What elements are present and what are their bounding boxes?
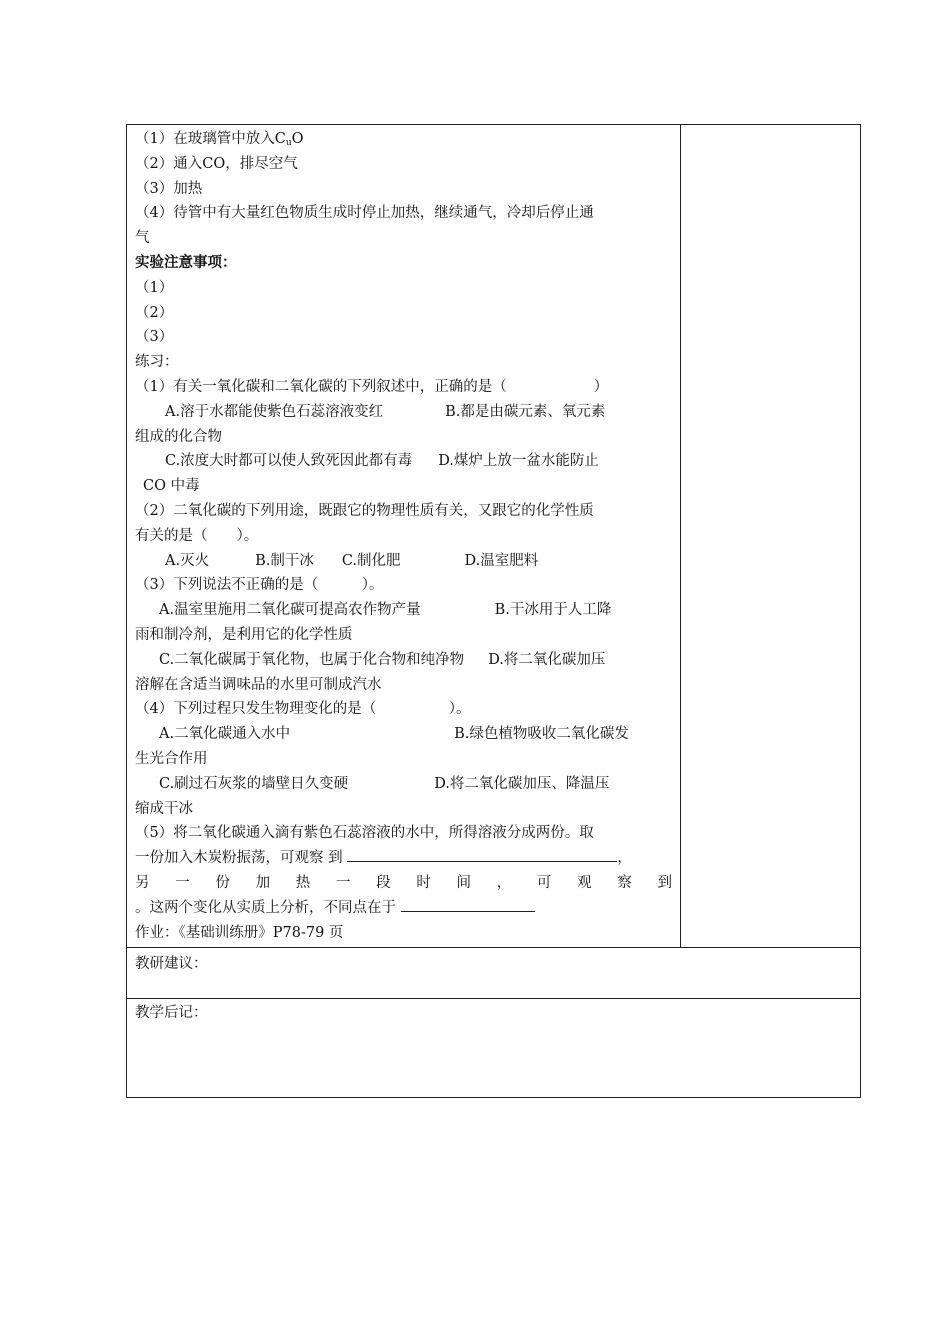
q1-stem: （1）有关一氧化碳和二氧化碳的下列叙述中，正确的是（ ）	[135, 378, 609, 395]
step-4: （4）待管中有大量红色物质生成时停止加热，继续通气，冷却后停止通	[135, 205, 594, 222]
q2-stem: （2）二氧化碳的下列用途，既跟它的物理性质有关，又跟它的化学性质	[135, 502, 594, 519]
q3-stem: （3）下列说法不正确的是（ ）。	[135, 577, 384, 594]
q4-options-ab	[135, 722, 672, 747]
q1-options-cd	[135, 449, 672, 474]
q4-option-c: C.刷过石灰浆的墙壁日久变硬	[159, 775, 349, 792]
q1-option-b-cont: 组成的化合物	[135, 428, 222, 445]
q5-answer-blank-2[interactable]	[401, 896, 535, 912]
step-3: （3）加热	[135, 180, 203, 197]
q1-option-d-cont: CO 中毒	[143, 478, 200, 495]
q5-line-3-char: 时	[416, 874, 431, 891]
step-4-cont: 气	[135, 230, 150, 247]
q2-option-d: D.温室肥料	[464, 552, 539, 569]
q1-options-ab	[135, 400, 672, 425]
q3-option-a: A.温室里施用二氧化碳可提高农作物产量	[159, 602, 421, 619]
q5-line-3-char: 份	[215, 874, 230, 891]
q2-option-c: C.制化肥	[341, 552, 401, 569]
q5-line-3-char: 加	[255, 874, 271, 891]
q5-line-3-char: 间	[456, 874, 471, 891]
q4-options-cd	[135, 772, 672, 797]
note-2: （2）	[135, 304, 174, 321]
q2-option-a: A.灭火	[165, 552, 210, 569]
q5-line-3	[135, 871, 672, 896]
q3-options-cd	[135, 648, 672, 673]
q4-option-d: D.将二氧化碳加压、降温压	[434, 775, 610, 792]
q5-line-3-char: 可	[536, 874, 552, 891]
q5-line-4: 。这两个变化从实质上分析，不同点在于	[135, 896, 672, 921]
q5-line-2: 一份加入木炭粉振荡，可观察 到 ，	[135, 846, 672, 871]
q2-option-b: B.制干冰	[255, 552, 314, 569]
q5-line-3-char: 热	[295, 874, 311, 891]
q4-option-a: A.二氧化碳通入水中	[159, 726, 291, 743]
q5-answer-blank-1[interactable]	[347, 846, 617, 862]
q2-stem-cont: 有关的是（ ）。	[135, 527, 259, 544]
q3-option-c: C.二氧化碳属于氧化物，也属于化合物和纯净物	[159, 651, 465, 668]
q5-line-3-char: 到	[657, 874, 672, 891]
step-1: （1）在玻璃管中放入$C_uO$	[135, 131, 304, 148]
lesson-plan-table	[126, 124, 861, 1098]
homework-line: 作业：《基础训练册》P78-79 页	[135, 924, 344, 941]
q3-options-ab	[135, 598, 672, 623]
q3-option-b-cont: 雨和制冷剂，是利用它的化学性质	[135, 626, 353, 643]
q5-line-3-char: 一	[175, 874, 190, 891]
q5-line-3-char: 观	[577, 874, 592, 891]
teaching-reflection-label: 教学后记：	[135, 1005, 208, 1021]
teaching-research-row	[127, 947, 860, 998]
q1-option-a: A.溶于水都能使紫色石蕊溶液变红	[165, 403, 384, 420]
q4-option-b: B.绿色植物吸收二氧化碳发	[454, 726, 629, 743]
notes-side-cell	[681, 125, 861, 947]
q5-line-3-char: ，	[496, 874, 512, 891]
q3-option-b: B.干冰用于人工降	[494, 602, 612, 619]
step-2: （2）通入CO，排尽空气	[135, 155, 298, 172]
q1-option-b: B.都是由碳元素、氧元素	[445, 403, 606, 420]
q1-option-c: C.浓度大时都可以使人致死因此都有毒	[165, 453, 413, 470]
q5-line-3-char: 一	[335, 874, 351, 891]
note-1: （1）	[135, 279, 174, 296]
teaching-research-label: 教研建议：	[135, 956, 208, 972]
q2-options	[135, 549, 672, 574]
q5-line-3-char: 察	[617, 874, 632, 891]
q4-stem: （4）下列过程只发生物理变化的是（ ）。	[135, 701, 471, 718]
q3-option-d: D.将二氧化碳加压	[488, 651, 606, 668]
q4-option-b-cont: 生光合作用	[135, 750, 208, 767]
teaching-reflection-row	[127, 998, 860, 1097]
q4-option-d-cont: 缩成干冰	[135, 800, 193, 817]
practice-label: 练习：	[135, 354, 179, 371]
lesson-content-cell	[127, 125, 681, 947]
note-3: （3）	[135, 329, 174, 346]
q3-option-d-cont: 溶解在含适当调味品的水里可制成汽水	[135, 676, 382, 693]
q5-line-3-char: 另	[135, 874, 150, 891]
q5-line-1: （5）将二氧化碳通入滴有紫色石蕊溶液的水中，所得溶液分成两份。取	[135, 825, 594, 842]
notes-heading: 实验注意事项：	[135, 253, 237, 271]
q5-line-3-char: 段	[376, 874, 391, 891]
q1-option-d: D.煤炉上放一盆水能防止	[438, 453, 599, 470]
